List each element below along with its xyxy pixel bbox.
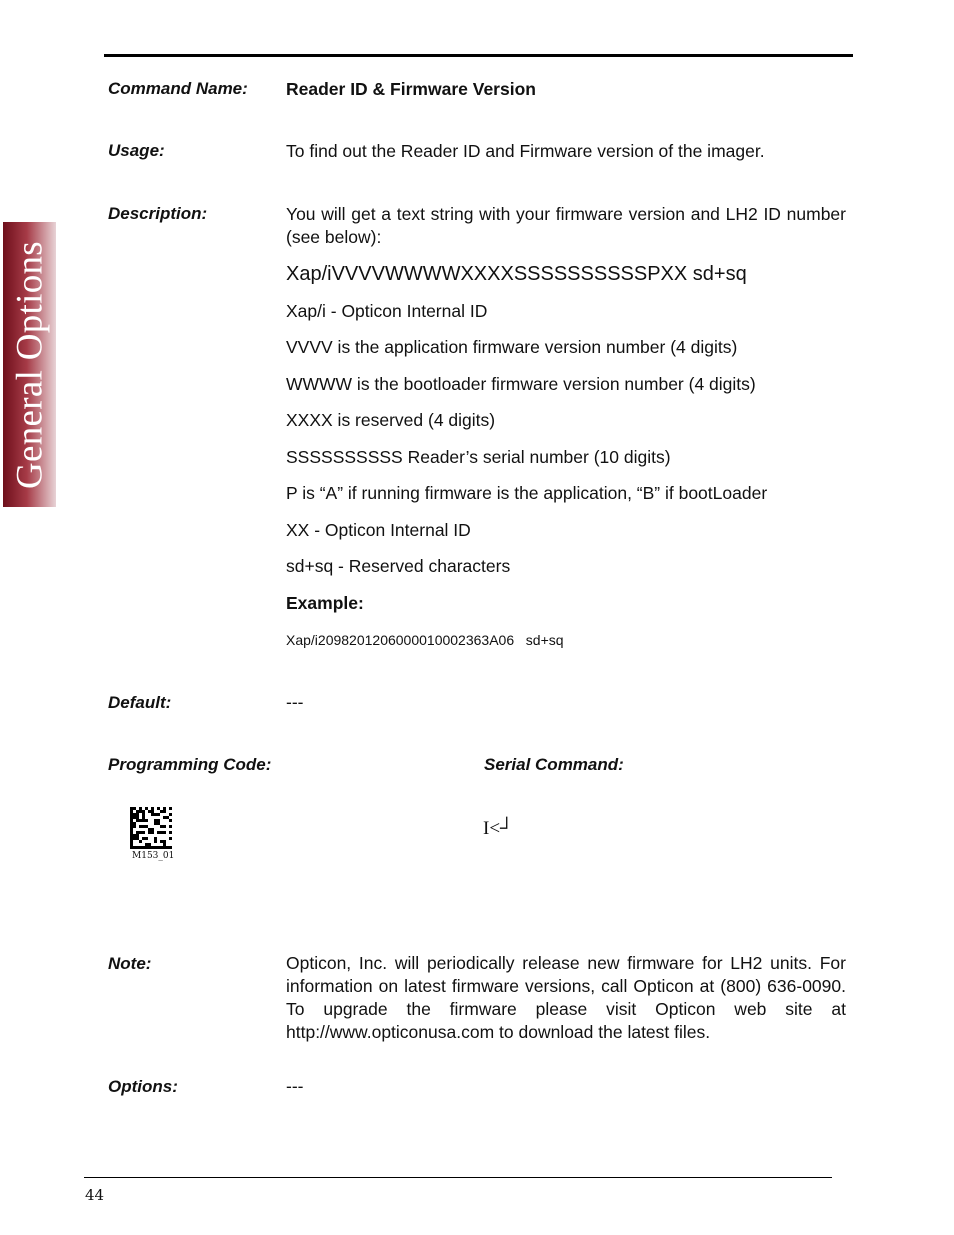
footer-rule [84,1177,832,1178]
options-label: Options: [108,1077,178,1096]
description-line: SSSSSSSSSS Reader’s serial number (10 digits) [286,447,671,467]
example-label: Example: [286,593,364,613]
description-line: WWWW is the bootloader firmware version number (4 digits) [286,374,756,394]
top-rule [104,54,853,57]
default-label: Default: [108,693,172,712]
description-label: Description: [108,204,208,223]
serial-command-value: I<┘ [483,818,514,839]
usage-label: Usage: [108,141,165,160]
id-format-string: Xap/iVVVVWWWWXXXXSSSSSSSSSSPXX sd+sq [286,263,747,285]
description-line: VVVV is the application firmware version number (4 digits) [286,337,738,357]
serial-command-label: Serial Command: [484,755,624,774]
barcode-caption: M153_01 [132,851,175,861]
description-intro [286,203,846,249]
description-line: sd+sq - Reserved characters [286,556,511,576]
description-line: P is “A” if running firmware is the application, “B” if bootLoader [286,483,768,503]
section-side-tab [3,222,56,507]
datamatrix-barcode [130,806,172,850]
note-label: Note: [108,954,152,973]
page-number: 44 [85,1186,105,1204]
description-intro-text: You will get a text string with your firmware version and LH2 ID number (see below): [286,204,846,247]
description-line: XXXX is reserved (4 digits) [286,410,496,430]
section-side-tab-label: General Options [9,240,50,489]
description-line: XX - Opticon Internal ID [286,520,471,540]
default-value: --- [286,692,304,712]
programming-code-label: Programming Code: [108,755,272,774]
command-name-label: Command Name: [108,79,248,98]
example-value: Xap/i20982012060000100023​63A06 sd+sq [286,632,564,648]
options-value: --- [286,1076,304,1096]
command-name-value: Reader ID & Firmware Version [286,79,536,99]
note-text: Opticon, Inc. will periodically release new firmware for LH2 units. For information on latest firmware versions, call Opticon at (800) 636-0090. To upgrade the firmware please visit Opticon web site at http://www.opticonusa.com to download the latest files. [286,953,846,1042]
usage-value: To find out the Reader ID and Firmware version of the imager. [286,141,765,161]
description-line: Xap/i - Opticon Internal ID [286,301,488,321]
